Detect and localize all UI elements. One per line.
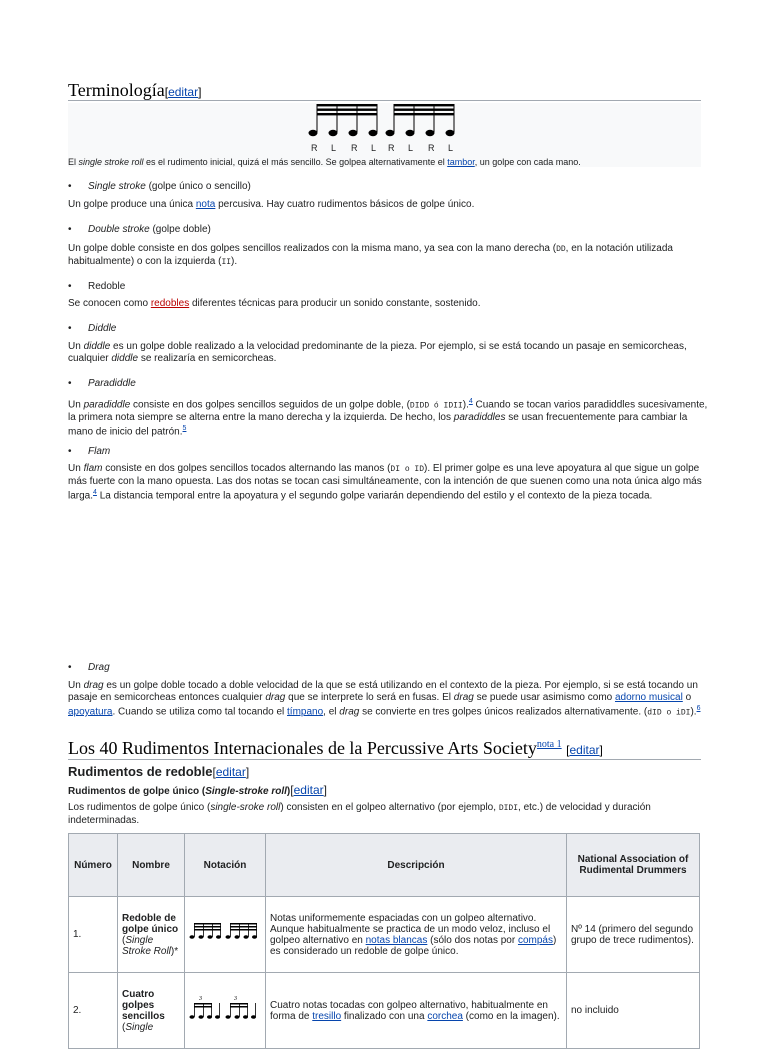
col-header-nombre: Nombre — [118, 834, 185, 897]
bullet-diddle: • Diddle — [68, 323, 117, 334]
heading-rule — [68, 759, 701, 760]
ref-4b[interactable]: 4 — [93, 489, 97, 496]
notation-thumbnail — [189, 920, 261, 946]
sticking-letters: R L R L R L R L — [311, 143, 454, 153]
paragraph-intro-golpe-unico: Los rudimentos de golpe único (single-sroke roll) consisten en el golpeo alternativo (por ejemplo, DIDI, etc.) de velocidad y duración indeterminadas. — [68, 802, 651, 826]
figure-single-stroke-roll — [68, 103, 701, 167]
link-timpano[interactable]: tímpano — [287, 706, 324, 718]
edit-link-rudimentos-redoble[interactable]: [editar] — [212, 765, 250, 779]
section-heading-golpe-unico: Rudimentos de golpe único (Single-stroke roll)[editar] — [68, 783, 327, 797]
paragraph-paradiddle: Un paradiddle consiste en dos golpes sencillos seguidos de un golpe doble, (DIDD ó IDII).$^4$ Cuando se tocan varios paradiddles sucesivamente, la primera nota siempre se alterna entre la mano derecha y la izquierda. De hecho, los paradiddles se usan frecuentemente para cambiar la mano de inicio del patrón.$^5$ — [68, 398, 708, 438]
svg-text:3: 3 — [199, 996, 202, 1002]
link-corchea[interactable]: corchea — [427, 1010, 463, 1022]
ref-6[interactable]: 6 — [696, 705, 701, 712]
ref-5[interactable]: 5 — [182, 425, 187, 433]
col-header-notacion: Notación — [185, 834, 266, 897]
note-1-link[interactable]: nota 1 — [536, 739, 562, 750]
paragraph-redoble: Se conocen como redobles diferentes técnicas para producir un sonido constante, sostenido. — [68, 298, 481, 309]
paragraph-drag: Un drag es un golpe doble tocado a doble velocidad de la que se está utilizando en el contexto de la pieza. Por ejemplo, si se está tocando un pasaje en semicorcheas entonces cualquier drag que se interprete lo será en fusas. El drag se puede usar asimismo como adorno musical o apoyatura. Cuando se utiliza como tal tocando el tímpano, el drag se convierte en tres golpes únicos realizados alternativamente. (dID o iDI).$^6$ — [68, 680, 701, 718]
edit-link-terminologia[interactable]: [editar] — [164, 85, 202, 99]
notation-thumbnail — [189, 994, 261, 1024]
bullet-single-stroke: • Single stroke (golpe único o sencillo) — [68, 181, 251, 192]
link-compas[interactable]: compás — [517, 934, 553, 946]
svg-text:3: 3 — [234, 996, 237, 1002]
figure-caption: El single stroke roll es el rudimento inicial, quizá el más sencillo. Se golpea alternativamente el tambor, un golpe con cada mano. — [68, 157, 581, 167]
link-nota[interactable]: nota — [195, 199, 216, 210]
link-adorno-musical[interactable]: adorno musical — [614, 691, 683, 703]
paragraph-diddle: Un diddle es un golpe doble realizado a la velocidad predominante de la pieza. Por ejemplo, si se está tocando un pasaje en semicorcheas, cualquier diddle se realizaría en semicorcheas. — [68, 341, 687, 364]
section-heading-terminologia: Terminología[editar] — [68, 80, 202, 100]
link-redobles[interactable]: redobles — [150, 298, 190, 309]
link-apoyatura[interactable]: apoyatura — [68, 706, 113, 718]
paragraph-single-stroke: Un golpe produce una única nota percusiva. Hay cuatro rudimentos básicos de golpe único. — [68, 199, 475, 210]
section-heading-40-rudimentos: Los 40 Rudimentos Internacionales de la Percussive Arts Society$^{nota 1}$ [editar] — [68, 738, 603, 758]
col-header-numero: Número — [69, 834, 118, 897]
col-header-nard: National Association of Rudimental Drummers — [567, 834, 700, 897]
bullet-redoble: • Redoble — [68, 281, 126, 292]
paragraph-double-stroke: Un golpe doble consiste en dos golpes sencillos realizados con la misma mano, ya sea con la mano derecha (DD, en la notación utilizada habitualmente) o con la izquierda (II). — [68, 243, 673, 267]
table-row: 2. Cuatro golpes sencillos (Single 3 3 Cuatro notas tocadas con golpeo alternativo, habitualmente en forma de tresillo finalizado con una corchea (como en la imagen). no incluido — [69, 973, 700, 1049]
link-tambor[interactable]: tambor — [447, 157, 475, 167]
section-heading-rudimentos-redoble: Rudimentos de redoble[editar] — [68, 764, 250, 779]
ref-4[interactable]: 4 — [468, 398, 473, 405]
bullet-paradiddle: • Paradiddle — [68, 378, 136, 389]
col-header-descripcion: Descripción — [266, 834, 567, 897]
edit-link-40-rudimentos[interactable]: [editar] — [566, 743, 603, 757]
link-notas-blancas[interactable]: notas blancas — [365, 934, 428, 946]
edit-link-golpe-unico[interactable]: [editar] — [290, 783, 327, 797]
bullet-flam: • Flam — [68, 446, 111, 457]
bullet-drag: • Drag — [68, 662, 110, 673]
heading-rule — [68, 100, 701, 101]
bullet-double-stroke: • Double stroke (golpe doble) — [68, 224, 211, 235]
table-row: 1. Redoble de golpe único (Single Stroke Roll)* Notas uniformemente espaciadas con un golpeo alternativo. Aunque habitualmente se practica de un modo veloz, incluso el golpeo alternativo en notas blancas (sólo dos notas por compás) es considerado un redoble de golpe único. Nº 14 (primero del segundo grupo de trece rudimentos). — [69, 897, 700, 973]
paragraph-flam: Un flam consiste en dos golpes sencillos tocados alternando las manos (DI o ID). El primer golpe es una leve apoyatura al que sigue un golpe más fuerte con la mano opuesta. Las dos notas se tocan casi simultáneamente, con la intención de que suenen como una nota única algo más larga.$^4$ La distancia temporal entre la apoyatura y el segundo golpe variarán dependiendo del estilo y el contexto de la pieza tocada. — [68, 463, 702, 502]
rudiments-table — [68, 833, 700, 1049]
link-tresillo[interactable]: tresillo — [312, 1010, 342, 1022]
